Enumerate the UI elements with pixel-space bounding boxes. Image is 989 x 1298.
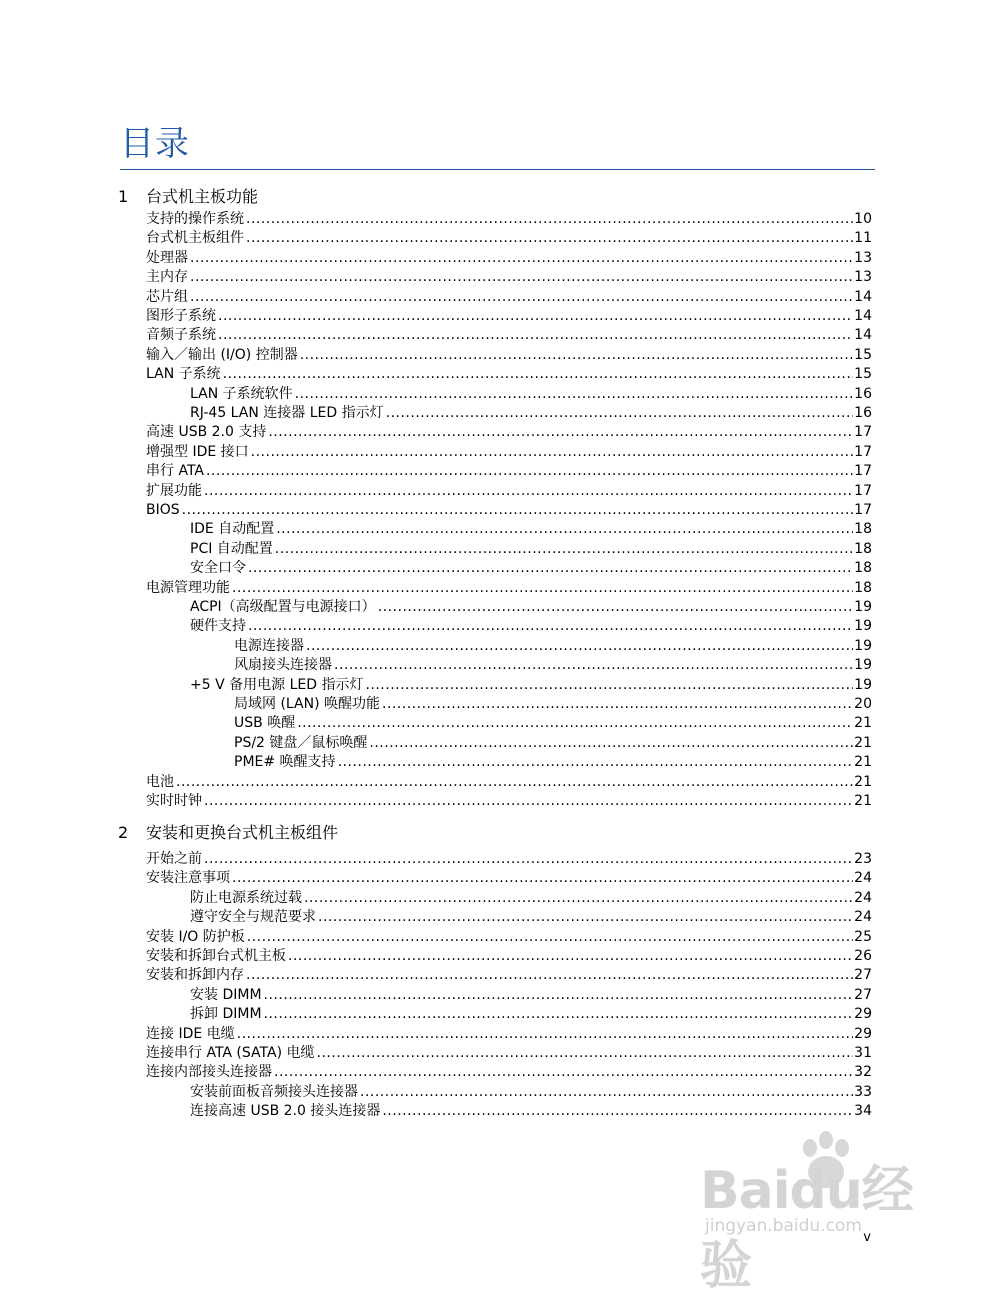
chapter-heading[interactable] (118, 186, 258, 208)
toc-entry-page: 24 (854, 909, 872, 926)
dot-leader (268, 423, 853, 442)
toc-entry-title: LAN 子系统软件 (190, 385, 293, 402)
toc-entry-page: 34 (854, 1103, 872, 1120)
dot-leader (246, 966, 853, 985)
toc-entry-title: 支持的操作系统 (146, 211, 244, 227)
chapter-title: 安装和更换台式机主板组件 (146, 823, 339, 842)
toc-entry[interactable] (146, 1025, 872, 1044)
toc-entry-page: 19 (854, 599, 872, 615)
dot-leader (365, 676, 853, 695)
toc-entry-title: 串行 ATA (146, 463, 204, 480)
toc-entry[interactable] (190, 598, 872, 617)
toc-entry[interactable] (146, 501, 872, 520)
toc-entry[interactable] (146, 928, 872, 947)
toc-entry-page: 11 (854, 230, 872, 247)
toc-entry-page: 29 (854, 1025, 872, 1042)
toc-entry-page: 33 (854, 1083, 872, 1100)
dot-leader (232, 869, 853, 888)
toc-entry-page: 14 (854, 288, 872, 305)
toc-entry-title: PME# 唤醒支持 (234, 754, 336, 771)
dot-leader (386, 404, 854, 423)
toc-entry-page: 14 (854, 308, 872, 324)
toc-entry-page: 24 (854, 870, 872, 887)
toc-entry[interactable] (190, 559, 872, 578)
toc-entry[interactable] (190, 617, 872, 636)
dot-leader (297, 714, 853, 733)
dot-leader (318, 908, 853, 927)
toc-entry-page: 24 (854, 889, 872, 906)
toc-entry-title: 局域网 (LAN) 唤醒功能 (234, 696, 380, 712)
toc-entry[interactable] (146, 1044, 872, 1063)
dot-leader (204, 792, 853, 811)
toc-entry-page: 27 (854, 967, 872, 984)
toc-entry[interactable] (190, 404, 872, 423)
toc-entry[interactable] (146, 462, 872, 481)
page-number: v (863, 1230, 871, 1245)
dot-leader (334, 656, 853, 675)
dot-leader (232, 579, 853, 598)
toc-entry[interactable] (234, 734, 872, 753)
chapter-heading[interactable] (118, 822, 338, 844)
dot-leader (247, 928, 853, 947)
dot-leader (378, 598, 853, 617)
dot-leader (264, 986, 854, 1005)
toc-entry-title: 电源连接器 (234, 637, 304, 654)
toc-entry[interactable] (190, 540, 872, 559)
dot-leader (204, 482, 853, 501)
dot-leader (264, 1005, 854, 1024)
toc-entry[interactable] (190, 385, 872, 404)
toc-entry-page: 19 (854, 676, 872, 693)
dot-leader (246, 229, 853, 248)
dot-leader (218, 326, 853, 345)
toc-entry-title: 安装注意事项 (146, 870, 230, 887)
dot-leader (317, 1044, 854, 1063)
toc-entry-title: 连接高速 USB 2.0 接头连接器 (190, 1103, 381, 1120)
dot-leader (304, 889, 853, 908)
toc-entry[interactable] (146, 850, 872, 869)
toc-entry-page: 17 (854, 424, 872, 441)
toc-entry-title: 实时时钟 (146, 793, 202, 809)
toc-entry[interactable] (146, 229, 872, 248)
title-rule (120, 169, 875, 170)
dot-leader (338, 753, 854, 772)
toc-entry-title: 扩展功能 (146, 482, 202, 499)
toc-entry[interactable] (190, 889, 872, 908)
toc-entry-title: 主内存 (146, 269, 188, 286)
toc-entry-page: 21 (854, 773, 872, 790)
toc-entry-page: 17 (854, 482, 872, 499)
toc-entry[interactable] (146, 792, 872, 811)
toc-entry-page: 15 (854, 346, 872, 363)
toc-entry-title: 台式机主板组件 (146, 230, 244, 247)
toc-entry[interactable] (234, 695, 872, 714)
toc-entry[interactable] (146, 210, 872, 229)
toc-entry-title: 安装和拆卸台式机主板 (146, 948, 286, 964)
page-title: 目录 (120, 124, 190, 164)
dot-leader (382, 1102, 853, 1121)
toc-entry-title: 芯片组 (146, 288, 188, 305)
toc-entry-page: 21 (854, 754, 872, 771)
toc-entry-title: 安装前面板音频接头连接器 (190, 1083, 358, 1100)
toc-entry[interactable] (190, 1005, 872, 1024)
toc-entry[interactable] (146, 346, 872, 365)
toc-entry[interactable] (234, 753, 872, 772)
toc-entry-title: 音频子系统 (146, 327, 216, 344)
watermark-logo: Baidu经验 (700, 1161, 913, 1296)
toc-entry[interactable] (146, 288, 872, 307)
toc-entry-title: 电源管理功能 (146, 579, 230, 596)
toc-entry-page: 15 (854, 366, 872, 383)
toc-entry[interactable] (190, 1083, 872, 1102)
dot-leader (360, 1083, 853, 1102)
toc-entry[interactable] (146, 947, 872, 966)
toc-entry-page: 10 (854, 211, 872, 227)
dot-leader (237, 1025, 854, 1044)
chapter-title: 台式机主板功能 (146, 187, 259, 206)
toc-entry-page: 17 (854, 502, 872, 518)
toc-entry-title: 连接串行 ATA (SATA) 电缆 (146, 1045, 315, 1061)
dot-leader (190, 249, 853, 268)
watermark (700, 1128, 940, 1296)
toc-entry-page: 13 (854, 249, 872, 266)
toc-entry-title: 安装 I/O 防护板 (146, 928, 245, 945)
toc-entry-title: 增强型 IDE 接口 (146, 443, 249, 460)
dot-leader (275, 540, 853, 559)
toc-entry-title: RJ-45 LAN 连接器 LED 指示灯 (190, 405, 384, 421)
dot-leader (276, 520, 853, 539)
toc-entry-page: 16 (854, 385, 872, 402)
chapter-number: 2 (118, 823, 129, 842)
toc-entry-title: +5 V 备用电源 LED 指示灯 (190, 676, 364, 693)
toc-entry[interactable] (234, 637, 872, 656)
toc-entry[interactable] (146, 579, 872, 598)
toc-entry-title: 硬件支持 (190, 618, 246, 635)
toc-entry-page: 27 (854, 986, 872, 1003)
dot-leader (204, 850, 853, 869)
toc-entry-title: USB 唤醒 (234, 715, 296, 732)
toc-entry-page: 14 (854, 327, 872, 344)
toc-entry-page: 18 (854, 521, 872, 538)
toc-entry[interactable] (234, 656, 872, 675)
toc-entry[interactable] (146, 443, 872, 462)
dot-leader (274, 1063, 853, 1082)
dot-leader (369, 734, 853, 753)
toc-entry[interactable] (146, 249, 872, 268)
dot-leader (176, 773, 853, 792)
toc-entry-page: 19 (854, 637, 872, 654)
toc-entry-page: 17 (854, 443, 872, 460)
toc-entry[interactable] (190, 676, 872, 695)
dot-leader (300, 346, 853, 365)
toc-entry-title: 风扇接头连接器 (234, 657, 332, 674)
toc-entry-title: 安装 DIMM (190, 986, 262, 1003)
toc-entry-title: 输入／输出 (I/O) 控制器 (146, 346, 298, 363)
toc-entry-title: 连接内部接头连接器 (146, 1064, 272, 1081)
dot-leader (382, 695, 853, 714)
toc-entry[interactable] (146, 966, 872, 985)
toc-entry-title: 安全口令 (190, 560, 246, 577)
toc-entry-page: 16 (854, 405, 872, 421)
toc-entry[interactable] (146, 423, 872, 442)
toc-entry-page: 19 (854, 618, 872, 635)
toc-entry-title: ACPI（高级配置与电源接口） (190, 599, 376, 615)
toc-entry[interactable] (146, 773, 872, 792)
dot-leader (190, 288, 853, 307)
dot-leader (248, 617, 853, 636)
toc-entry-page: 13 (854, 269, 872, 286)
toc-entry[interactable] (190, 1102, 872, 1121)
toc-entry-title: 遵守安全与规范要求 (190, 909, 316, 926)
toc-entry-page: 21 (854, 793, 872, 809)
toc-entry-page: 18 (854, 540, 872, 557)
toc-entry[interactable] (190, 986, 872, 1005)
dot-leader (251, 443, 854, 462)
toc-entry-title: IDE 自动配置 (190, 521, 275, 538)
dot-leader (206, 462, 853, 481)
toc-entry[interactable] (190, 520, 872, 539)
toc-entry-page: 21 (854, 715, 872, 732)
toc-entry-title: 高速 USB 2.0 支持 (146, 424, 267, 441)
toc-entry-title: BIOS (146, 502, 180, 518)
toc-entry[interactable] (146, 268, 872, 287)
toc-entry-page: 17 (854, 463, 872, 480)
toc-entry-title: 处理器 (146, 249, 188, 266)
toc-entry-page: 26 (854, 948, 872, 964)
chapter-number: 1 (118, 187, 129, 206)
dot-leader (295, 385, 854, 404)
toc-entry-title: 开始之前 (146, 851, 202, 867)
toc-entry-title: PS/2 键盘／鼠标唤醒 (234, 734, 368, 751)
dot-leader (182, 501, 854, 520)
toc-entry-title: 安装和拆卸内存 (146, 967, 244, 984)
watermark-url: jingyan.baidu.com (705, 1216, 862, 1236)
toc-entry-page: 29 (854, 1006, 872, 1023)
toc-entry[interactable] (146, 307, 872, 326)
toc-entry-title: LAN 子系统 (146, 366, 221, 383)
toc-entry[interactable] (146, 1063, 872, 1082)
toc-entry-page: 18 (854, 560, 872, 577)
toc-entry[interactable] (146, 869, 872, 888)
dot-leader (246, 210, 853, 229)
dot-leader (223, 365, 854, 384)
toc-entry[interactable] (234, 714, 872, 733)
toc-entry-title: PCI 自动配置 (190, 540, 273, 557)
toc-entry[interactable] (146, 482, 872, 501)
toc-entry-title: 拆卸 DIMM (190, 1006, 262, 1023)
toc-entry-page: 19 (854, 657, 872, 674)
dot-leader (218, 307, 853, 326)
dot-leader (306, 637, 853, 656)
toc-entry-title: 电池 (146, 773, 174, 790)
toc-entry-page: 18 (854, 579, 872, 596)
dot-leader (248, 559, 853, 578)
toc-entry-page: 31 (854, 1045, 872, 1061)
toc-entry-page: 20 (854, 696, 872, 712)
toc-entry[interactable] (146, 365, 872, 384)
dot-leader (190, 268, 853, 287)
toc-entry[interactable] (146, 326, 872, 345)
toc-entry-page: 23 (854, 851, 872, 867)
toc-entry-page: 32 (854, 1064, 872, 1081)
dot-leader (288, 947, 853, 966)
toc-entry-page: 25 (854, 928, 872, 945)
toc-entry-title: 图形子系统 (146, 308, 216, 324)
toc-entry-title: 连接 IDE 电缆 (146, 1025, 235, 1042)
toc-entry-title: 防止电源系统过载 (190, 889, 302, 906)
toc-entry-page: 21 (854, 734, 872, 751)
toc-entry[interactable] (190, 908, 872, 927)
